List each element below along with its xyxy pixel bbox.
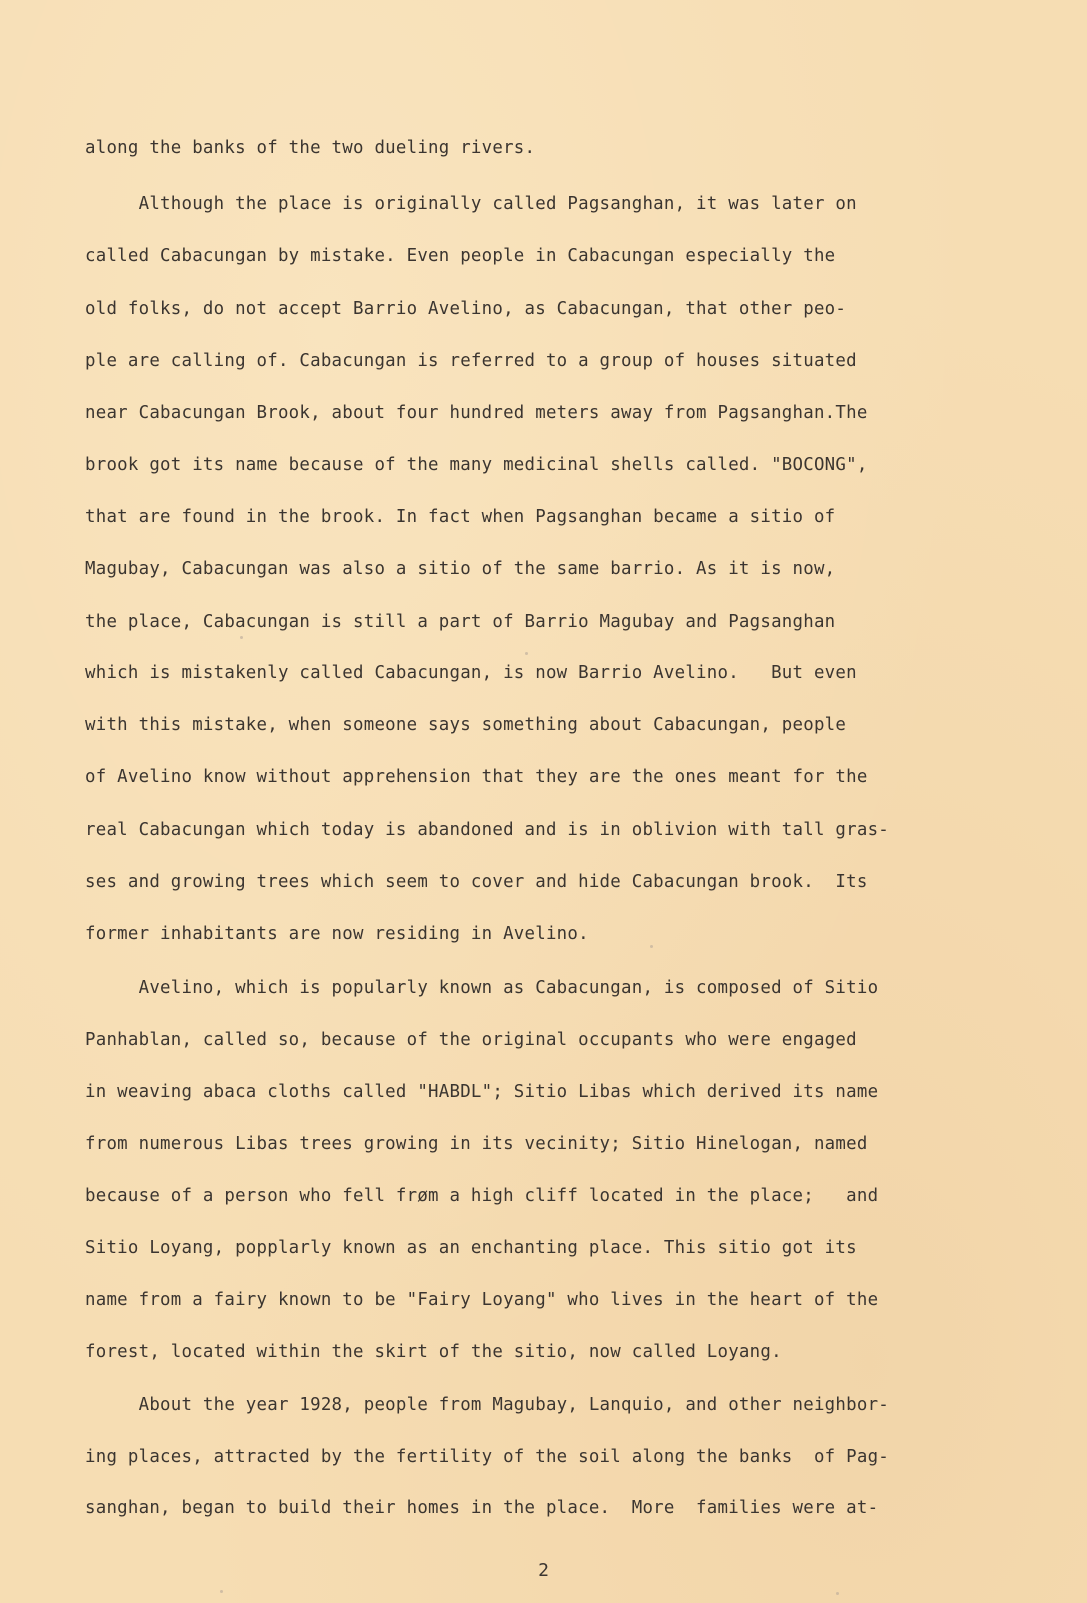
text-line: because of a person who fell frøm a high cliff located in the place; and <box>85 1186 879 1206</box>
paper-speck <box>525 652 528 655</box>
text-line: Panhablan, called so, because of the original occupants who were engaged <box>85 1030 857 1050</box>
text-line: Magubay, Cabacungan was also a sitio of the same barrio. As it is now, <box>85 559 836 579</box>
text-line: name from a fairy known to be "Fairy Loyang" who lives in the heart of the <box>85 1290 879 1310</box>
text-line: the place, Cabacungan is still a part of Barrio Magubay and Pagsanghan <box>85 612 836 632</box>
text-line: which is mistakenly called Cabacungan, is now Barrio Avelino. But even <box>85 663 857 683</box>
paper-speck <box>650 945 653 948</box>
text-line: old folks, do not accept Barrio Avelino, as Cabacungan, that other peo- <box>85 299 847 319</box>
text-line: near Cabacungan Brook, about four hundred meters away from Pagsanghan.The <box>85 403 868 423</box>
text-line: of Avelino know without apprehension that they are the ones meant for the <box>85 767 868 787</box>
text-line: forest, located within the skirt of the sitio, now called Loyang. <box>85 1342 782 1362</box>
text-line: Although the place is originally called Pagsanghan, it was later on <box>85 194 857 214</box>
paper-speck <box>836 1592 839 1595</box>
text-line: ple are calling of. Cabacungan is referred to a group of houses situated <box>85 351 857 371</box>
text-line: real Cabacungan which today is abandoned and is in oblivion with tall gras- <box>85 820 890 840</box>
text-line: along the banks of the two dueling rivers. <box>85 138 536 158</box>
text-line: that are found in the brook. In fact when Pagsanghan became a sitio of <box>85 507 836 527</box>
text-line: ses and growing trees which seem to cover and hide Cabacungan brook. Its <box>85 872 868 892</box>
text-line: Avelino, which is popularly known as Cabacungan, is composed of Sitio <box>85 978 879 998</box>
text-line: with this mistake, when someone says something about Cabacungan, people <box>85 715 847 735</box>
text-line: ing places, attracted by the fertility of the soil along the banks of Pag- <box>85 1447 890 1467</box>
text-line: in weaving abaca cloths called "HABDL"; Sitio Libas which derived its name <box>85 1082 879 1102</box>
paper-speck <box>240 636 243 639</box>
text-line: from numerous Libas trees growing in its vecinity; Sitio Hinelogan, named <box>85 1134 868 1154</box>
text-line: brook got its name because of the many medicinal shells called. "BOCONG", <box>85 455 868 475</box>
page-number: 2 <box>538 1560 549 1581</box>
paper-speck <box>220 1590 223 1593</box>
text-line: former inhabitants are now residing in Avelino. <box>85 924 589 944</box>
text-line: sanghan, began to build their homes in the place. More families were at- <box>85 1498 879 1518</box>
text-line: Sitio Loyang, popplarly known as an enchanting place. This sitio got its <box>85 1238 857 1258</box>
text-line: About the year 1928, people from Magubay, Lanquio, and other neighbor- <box>85 1395 890 1415</box>
text-line: called Cabacungan by mistake. Even people in Cabacungan especially the <box>85 246 836 266</box>
